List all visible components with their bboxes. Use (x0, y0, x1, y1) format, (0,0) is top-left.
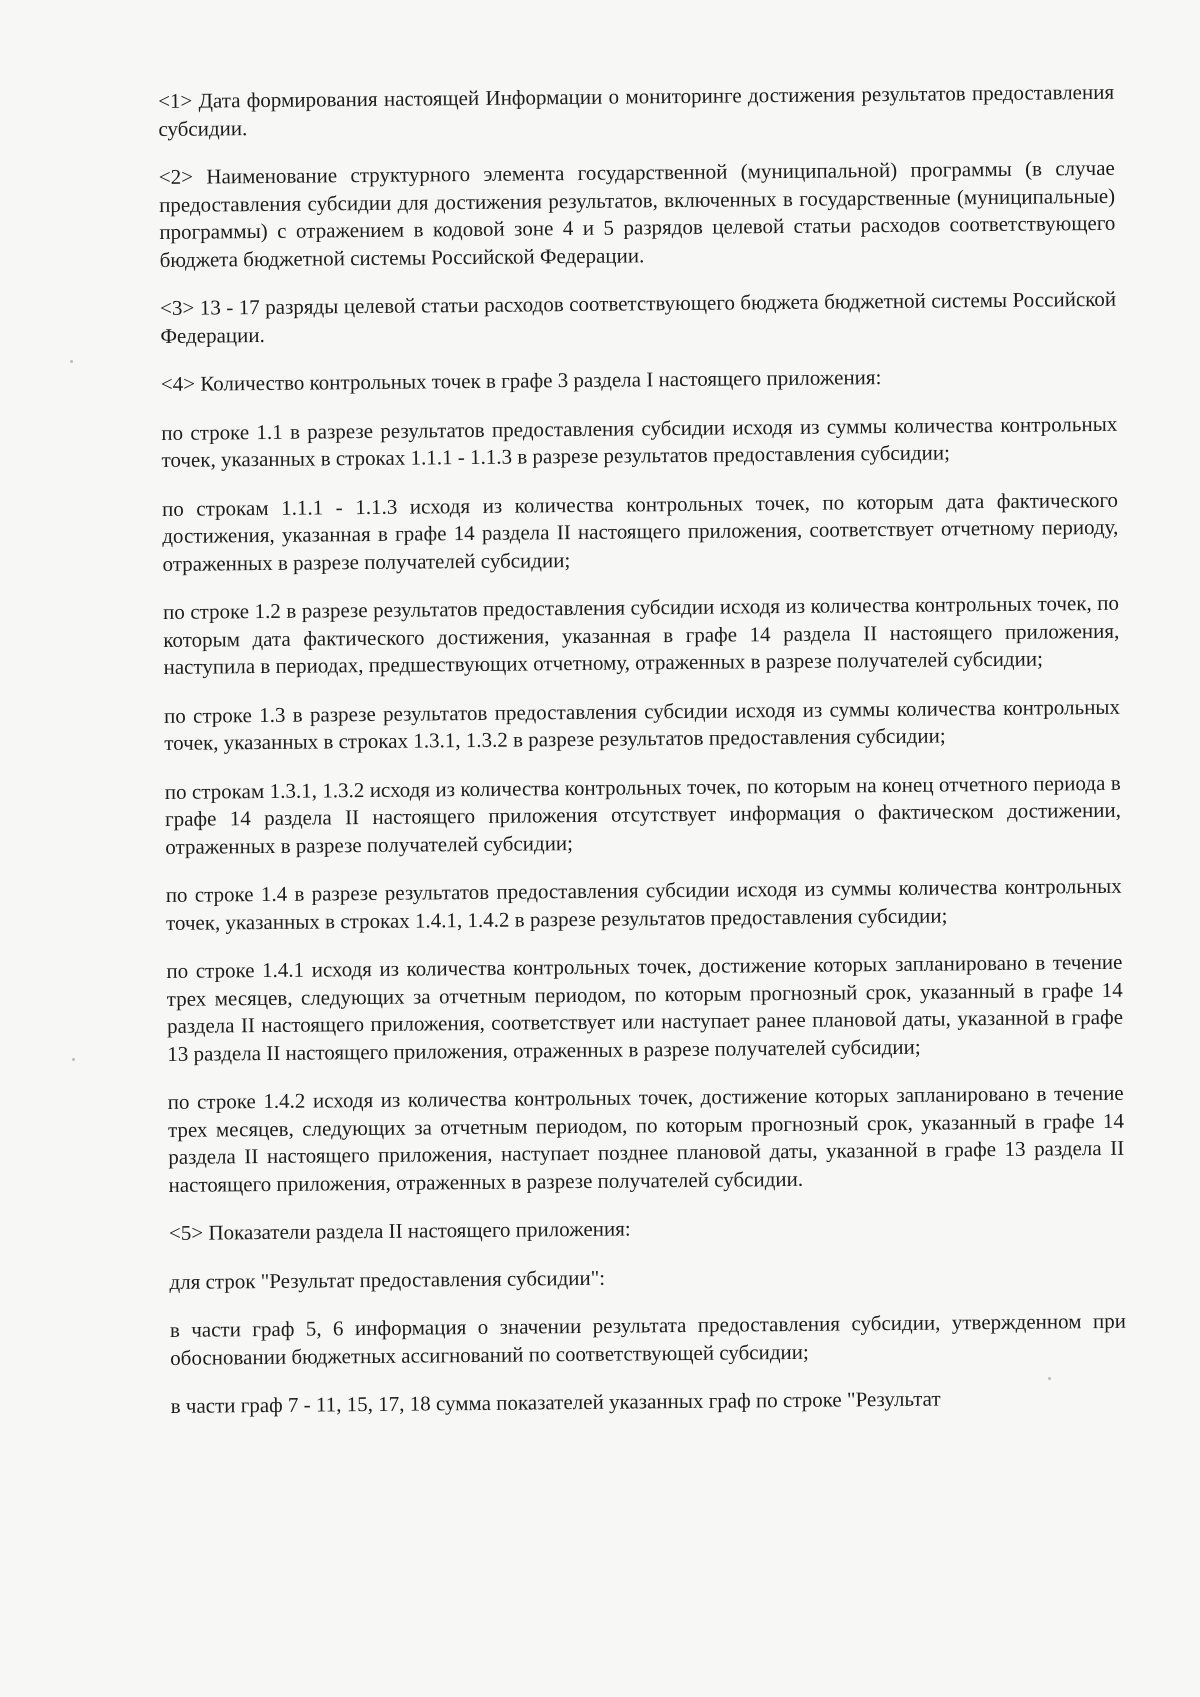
footnote-4: <4> Количество контрольных точек в графе 3 раздела I настоящего приложения: (160, 365, 882, 396)
document-body (158, 79, 1127, 1442)
footnote-5: <5> Показатели раздела II настоящего приложения: (168, 1216, 631, 1245)
paragraph-columns-7-11: в части граф 7 - 11, 15, 17, 18 сумма показателей указанных граф по строке "Результат (170, 1386, 941, 1418)
paragraph-row-1-1: по строке 1.1 в разрезе результатов предоставления субсидии исходя из суммы количества контрольных точек, указанных в строках 1.1.1 - 1.1.3 в разрезе результатов предоставления субсидии; (161, 411, 1118, 472)
paragraph-rows-1-3-1-1-3-2: по строкам 1.3.1, 1.3.2 исходя из количества контрольных точек, по которым на конец отчетного периода в графе 14 раздела II настоящего приложения отсутствует информация о фактическом достижении, отраженных в разрезе получателей субсидии; (164, 770, 1122, 859)
paragraph-row-1-4: по строке 1.4 в разрезе результатов предоставления субсидии исходя из суммы количества контрольных точек, указанных в строках 1.4.1, 1.4.2 в разрезе результатов предоставления субсидии; (165, 873, 1122, 935)
footnote-1: <1> Дата формирования настоящей Информации о мониторинге достижения результатов предоставления субсидии. (158, 79, 1115, 141)
footnote-3: <3> 13 - 17 разряды целевой статьи расходов соответствующего бюджета бюджетной системы Российской Федерации. (159, 286, 1117, 348)
paragraph-row-1-2: по строке 1.2 в разрезе результатов предоставления субсидии исходя из количества контрольных точек, по которым дата фактического достижения, указанная в графе 14 раздела II настоящего приложения, наступила в периодах, предшествующих отчетному, отраженных в разрезе получателей субсидии; (162, 590, 1120, 679)
paragraph-result-rows: для строк "Результат предоставления субсидии": (169, 1265, 606, 1294)
paragraph-columns-5-6: в части граф 5, 6 информация о значении результата предоставления субсидии, утвержденном при обосновании бюджетных ассигнований по соответствующей субсидии; (169, 1308, 1126, 1370)
footnote-2: <2> Наименование структурного элемента государственной (муниципальной) программы (в случае предоставления субсидии для достижения результатов, включенных в государственные (муниципальные) программы) с отражением в кодовой зоне 4 и 5 разрядов целевой статьи расходов соответствующего бюджета бюджетной системы Российской Федерации. (158, 155, 1116, 272)
scan-speck (72, 1058, 75, 1061)
paragraph-rows-1-1-1-to-1-1-3: по строкам 1.1.1 - 1.1.3 исходя из количества контрольных точек, по которым дата фактического достижения, указанная в графе 14 раздела II настоящего приложения, соответствует отчетному периоду, отраженных в разрезе получателей субсидии; (161, 487, 1119, 576)
scan-speck (70, 360, 73, 363)
paragraph-row-1-4-2: по строке 1.4.2 исходя из количества контрольных точек, достижение которых запланировано в течение трех месяцев, следующих за отчетным периодом, по которым прогнозный срок, указанный в графе 14 раздела II настоящего приложения, наступает позднее плановой даты, указанной в графе 13 раздела II настоящего приложения, отраженных в разрезе получателей субсидии. (167, 1080, 1125, 1197)
paragraph-row-1-4-1: по строке 1.4.1 исходя из количества контрольных точек, достижение которых запланировано в течение трех месяцев, следующих за отчетным периодом, по которым прогнозный срок, указанный в графе 14 раздела II настоящего приложения, соответствует или наступает ранее плановой даты, указанной в графе 13 раздела II настоящего приложения, отраженных в разрезе получателей субсидии; (166, 949, 1124, 1066)
paragraph-row-1-3: по строке 1.3 в разрезе результатов предоставления субсидии исходя из суммы количества контрольных точек, указанных в строках 1.3.1, 1.3.2 в разрезе результатов предоставления субсидии; (163, 694, 1121, 755)
